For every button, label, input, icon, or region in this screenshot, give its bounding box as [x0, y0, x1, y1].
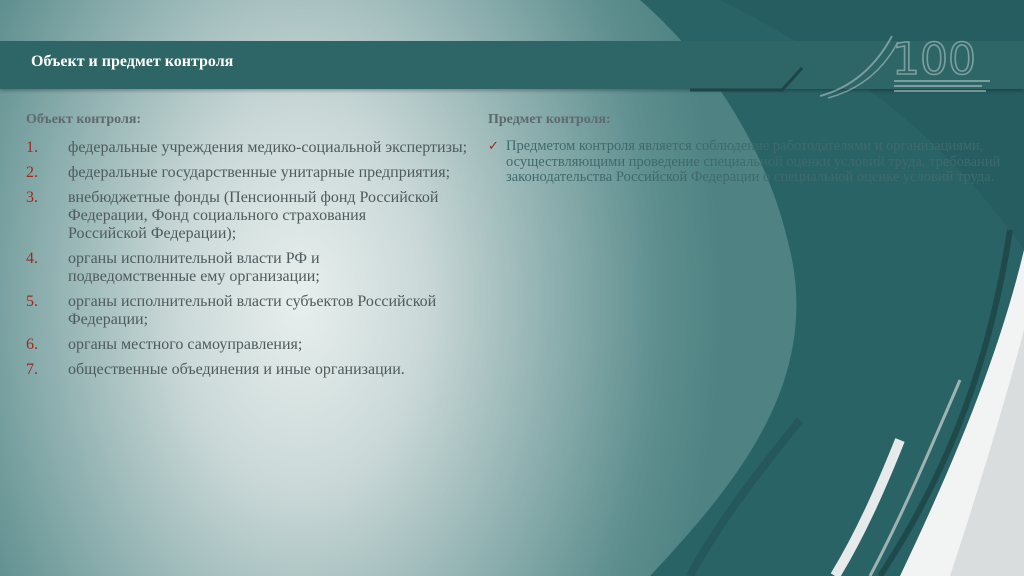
list-item [26, 189, 448, 243]
list-item [26, 164, 496, 182]
list-item [26, 361, 496, 379]
item-number: 5. [26, 293, 38, 310]
object-heading: Объект контроля: [26, 112, 142, 127]
list-item [26, 139, 496, 157]
item-text: органы местного самоуправления; [68, 336, 303, 353]
anniversary-logo-icon [820, 28, 1000, 100]
item-text: органы исполнительной власти субъектов Российской Федерации; [68, 293, 437, 328]
title-bar-accent [690, 62, 810, 96]
item-number: 2. [26, 164, 38, 181]
item-number: 3. [26, 189, 38, 206]
item-text: общественные объединения и иные организации. [68, 361, 405, 378]
item-text: внебюджетные фонды (Пенсионный фонд Российской Федерации, Фонд социального страхования Российской Федерации); [68, 189, 439, 242]
item-number: 1. [26, 139, 38, 156]
subject-text: Предметом контроля является соблюдение работодателями и организациями, осуществляющими проведение специальной оценки условий труда, требований законодательства Российской Федерации о специальной оценке условий труда. [506, 138, 1001, 185]
slide-title: Объект и предмет контроля [31, 53, 234, 70]
subject-bullet [488, 139, 1008, 186]
checkmark-icon: ✓ [488, 139, 499, 154]
subject-heading: Предмет контроля: [488, 112, 611, 127]
item-text: органы исполнительной власти РФ и подведомственные ему организации; [68, 250, 320, 285]
object-list [26, 139, 496, 386]
subject-block [488, 139, 1008, 186]
item-number: 4. [26, 250, 38, 267]
list-item [26, 336, 496, 354]
item-text: федеральные учреждения медико-социальной экспертизы; [68, 139, 468, 156]
list-item [26, 293, 468, 329]
item-number: 6. [26, 336, 38, 353]
logo-number: 100 [892, 34, 976, 85]
item-text: федеральные государственные унитарные предприятия; [68, 164, 451, 181]
item-number: 7. [26, 361, 38, 378]
list-item [26, 250, 428, 286]
